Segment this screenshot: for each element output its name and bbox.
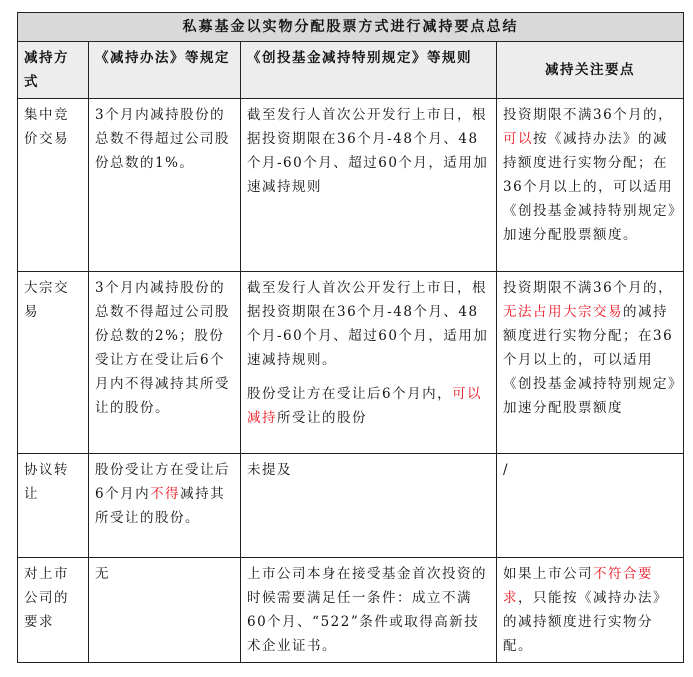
table-row (18, 454, 684, 558)
focus-text: 投资期限不满36个月的， (503, 107, 674, 123)
header-row (18, 42, 684, 99)
row-focus: / (497, 454, 684, 558)
row-rules: 3个月内减持股份的总数不得超过公司股份总数的1%。 (89, 99, 241, 272)
header-special: 《创投基金减持特别规定》等规则 (241, 42, 497, 99)
row-special: 截至发行人首次公开发行上市日，根据投资期限在36个月-48个月、48个月-60个月、超过60个月，适用加速减持规则 (241, 99, 497, 272)
header-rules: 《减持办法》等规定 (89, 42, 241, 99)
focus-highlight: 无法占用大宗交易 (503, 304, 623, 320)
header-method: 减持方式 (18, 42, 89, 99)
table-row (18, 558, 684, 663)
focus-text: 按《减持办法》的减持额度进行实物分配；在36个月以上的，可以适用《创投基金减持特别规定》加速分配股票额度。 (503, 131, 677, 243)
special-text: 截至发行人首次公开发行上市日，根据投资期限在36个月-48个月、48个月-60个月、超过60个月，适用加速减持规则。 (247, 280, 489, 368)
table-title: 私募基金以实物分配股票方式进行减持要点总结 (18, 13, 684, 42)
summary-table (17, 12, 684, 663)
row-rules: 无 (89, 558, 241, 663)
row-focus: 如果上市公司不符合要求，只能按《减持办法》的减持额度进行实物分配。 (497, 558, 684, 663)
row-rules: 股份受让方在受让后6个月内不得减持其所受让的股份。 (89, 454, 241, 558)
row-method: 协议转让 (18, 454, 89, 558)
row-focus: 投资期限不满36个月的，无法占用大宗交易的减持额度进行实物分配；在36个月以上的，可以适用《创投基金减持特别规定》加速分配股票额度 (497, 272, 684, 454)
summary-table-container (17, 12, 683, 663)
special-highlight: 可以减持 (247, 386, 483, 426)
special-extra: 股份受让方在受让后6个月内，可以减持所受让的股份 (247, 386, 483, 426)
focus-highlight: 不符合要求 (503, 566, 653, 606)
header-focus: 减持关注要点 (497, 42, 684, 99)
table-row (18, 99, 684, 272)
table-row (18, 272, 684, 454)
row-rules: 3个月内减持股份的总数不得超过公司股份总数的2%；股份受让方在受让后6个月内不得减持其所受让的股份。 (89, 272, 241, 454)
row-special: 未提及 (241, 454, 497, 558)
row-method: 对上市公司的要求 (18, 558, 89, 663)
row-special: 上市公司本身在接受基金首次投资的时候需要满足任一条件：成立不满60个月、“522”条件或取得高新技术企业证书。 (241, 558, 497, 663)
row-special (241, 272, 497, 454)
rules-highlight: 不得 (150, 486, 181, 502)
row-method: 大宗交易 (18, 272, 89, 454)
row-focus (497, 99, 684, 272)
row-method: 集中竞价交易 (18, 99, 89, 272)
focus-highlight: 可以 (503, 131, 533, 147)
